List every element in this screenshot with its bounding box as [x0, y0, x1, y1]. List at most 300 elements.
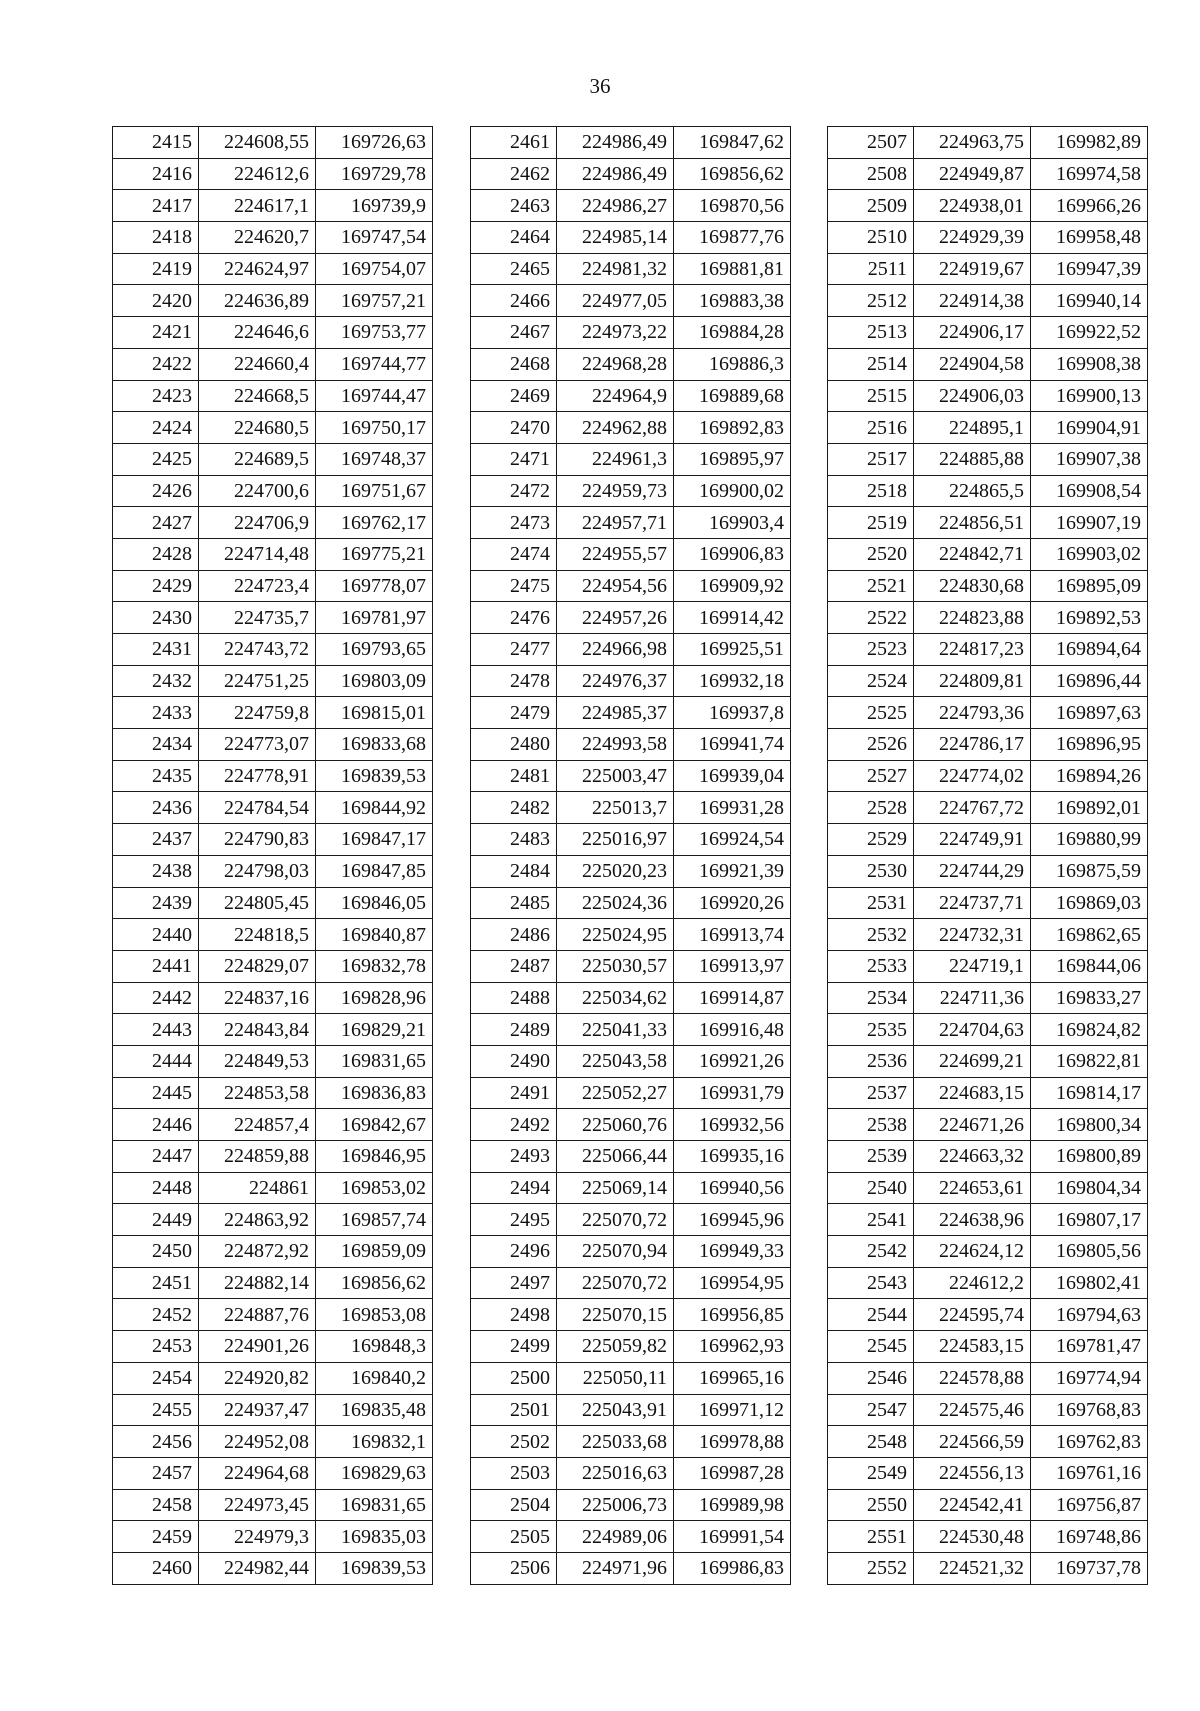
y-coordinate-cell: 169804,34	[1031, 1172, 1148, 1204]
y-coordinate-cell: 169751,67	[316, 475, 433, 507]
point-number-cell: 2466	[471, 285, 557, 317]
x-coordinate-cell: 225033,68	[557, 1426, 674, 1458]
y-coordinate-cell: 169904,91	[1031, 412, 1148, 444]
x-coordinate-cell: 224979,3	[199, 1521, 316, 1553]
point-number-cell: 2502	[471, 1426, 557, 1458]
y-coordinate-cell: 169889,68	[674, 380, 791, 412]
table-row	[471, 950, 791, 982]
x-coordinate-cell: 224973,45	[199, 1489, 316, 1521]
y-coordinate-cell: 169949,33	[674, 1236, 791, 1268]
point-number-cell: 2427	[113, 507, 199, 539]
x-coordinate-cell: 225034,62	[557, 982, 674, 1014]
point-number-cell: 2417	[113, 190, 199, 222]
table-row	[828, 538, 1148, 570]
x-coordinate-cell: 224872,92	[199, 1236, 316, 1268]
y-coordinate-cell: 169869,03	[1031, 887, 1148, 919]
point-number-cell: 2520	[828, 538, 914, 570]
x-coordinate-cell: 224842,71	[914, 538, 1031, 570]
x-coordinate-cell: 225070,94	[557, 1236, 674, 1268]
table-row	[471, 982, 791, 1014]
x-coordinate-cell: 224786,17	[914, 729, 1031, 761]
y-coordinate-cell: 169814,17	[1031, 1077, 1148, 1109]
point-number-cell: 2535	[828, 1014, 914, 1046]
y-coordinate-cell: 169895,09	[1031, 570, 1148, 602]
table-row	[471, 697, 791, 729]
table-row	[113, 634, 433, 666]
x-coordinate-cell: 224719,1	[914, 950, 1031, 982]
table-row	[471, 1077, 791, 1109]
y-coordinate-cell: 169920,26	[674, 887, 791, 919]
y-coordinate-cell: 169954,95	[674, 1267, 791, 1299]
y-coordinate-cell: 169828,96	[316, 982, 433, 1014]
table-row	[471, 1045, 791, 1077]
x-coordinate-cell: 224793,36	[914, 697, 1031, 729]
x-coordinate-cell: 224617,1	[199, 190, 316, 222]
x-coordinate-cell: 224837,16	[199, 982, 316, 1014]
x-coordinate-cell: 224671,26	[914, 1109, 1031, 1141]
point-number-cell: 2532	[828, 919, 914, 951]
table-row	[113, 285, 433, 317]
x-coordinate-cell: 224830,68	[914, 570, 1031, 602]
y-coordinate-cell: 169754,07	[316, 253, 433, 285]
y-coordinate-cell: 169932,18	[674, 665, 791, 697]
x-coordinate-cell: 224964,68	[199, 1457, 316, 1489]
table-row	[113, 1552, 433, 1584]
y-coordinate-cell: 169807,17	[1031, 1204, 1148, 1236]
table-row	[828, 158, 1148, 190]
table-row	[471, 190, 791, 222]
x-coordinate-cell: 225041,33	[557, 1014, 674, 1046]
point-number-cell: 2530	[828, 855, 914, 887]
x-coordinate-cell: 224986,49	[557, 127, 674, 159]
coordinates-table-2	[470, 126, 791, 1585]
y-coordinate-cell: 169894,64	[1031, 634, 1148, 666]
y-coordinate-cell: 169748,37	[316, 443, 433, 475]
point-number-cell: 2434	[113, 729, 199, 761]
table-row	[471, 1521, 791, 1553]
table-row	[471, 443, 791, 475]
x-coordinate-cell: 224920,82	[199, 1362, 316, 1394]
y-coordinate-cell: 169824,82	[1031, 1014, 1148, 1046]
y-coordinate-cell: 169892,83	[674, 412, 791, 444]
point-number-cell: 2528	[828, 792, 914, 824]
y-coordinate-cell: 169941,74	[674, 729, 791, 761]
table-row	[471, 634, 791, 666]
x-coordinate-cell: 224904,58	[914, 348, 1031, 380]
table-row	[113, 158, 433, 190]
point-number-cell: 2449	[113, 1204, 199, 1236]
point-number-cell: 2540	[828, 1172, 914, 1204]
point-number-cell: 2438	[113, 855, 199, 887]
point-number-cell: 2425	[113, 443, 199, 475]
x-coordinate-cell: 224743,72	[199, 634, 316, 666]
y-coordinate-cell: 169840,2	[316, 1362, 433, 1394]
x-coordinate-cell: 225070,15	[557, 1299, 674, 1331]
y-coordinate-cell: 169757,21	[316, 285, 433, 317]
x-coordinate-cell: 224711,36	[914, 982, 1031, 1014]
point-number-cell: 2445	[113, 1077, 199, 1109]
y-coordinate-cell: 169835,48	[316, 1394, 433, 1426]
table-row	[471, 285, 791, 317]
x-coordinate-cell: 224735,7	[199, 602, 316, 634]
point-number-cell: 2507	[828, 127, 914, 159]
y-coordinate-cell: 169774,94	[1031, 1362, 1148, 1394]
table-row	[828, 253, 1148, 285]
y-coordinate-cell: 169881,81	[674, 253, 791, 285]
x-coordinate-cell: 224798,03	[199, 855, 316, 887]
y-coordinate-cell: 169945,96	[674, 1204, 791, 1236]
table-row	[471, 887, 791, 919]
x-coordinate-cell: 224668,5	[199, 380, 316, 412]
y-coordinate-cell: 169778,07	[316, 570, 433, 602]
table-row	[471, 1236, 791, 1268]
y-coordinate-cell: 169847,17	[316, 824, 433, 856]
y-coordinate-cell: 169768,83	[1031, 1394, 1148, 1426]
x-coordinate-cell: 225069,14	[557, 1172, 674, 1204]
x-coordinate-cell: 224636,89	[199, 285, 316, 317]
y-coordinate-cell: 169971,12	[674, 1394, 791, 1426]
x-coordinate-cell: 224818,5	[199, 919, 316, 951]
table-row	[828, 1394, 1148, 1426]
point-number-cell: 2523	[828, 634, 914, 666]
x-coordinate-cell: 224809,81	[914, 665, 1031, 697]
table-row	[113, 982, 433, 1014]
table-row	[113, 190, 433, 222]
x-coordinate-cell: 224954,56	[557, 570, 674, 602]
x-coordinate-cell: 224714,48	[199, 538, 316, 570]
table-row	[113, 1426, 433, 1458]
point-number-cell: 2451	[113, 1267, 199, 1299]
table-row	[113, 253, 433, 285]
point-number-cell: 2504	[471, 1489, 557, 1521]
table-row	[471, 1394, 791, 1426]
point-number-cell: 2442	[113, 982, 199, 1014]
point-number-cell: 2508	[828, 158, 914, 190]
y-coordinate-cell: 169829,63	[316, 1457, 433, 1489]
table-row	[113, 538, 433, 570]
table-row	[113, 729, 433, 761]
point-number-cell: 2440	[113, 919, 199, 951]
y-coordinate-cell: 169909,92	[674, 570, 791, 602]
point-number-cell: 2473	[471, 507, 557, 539]
table-row	[113, 348, 433, 380]
y-coordinate-cell: 169921,39	[674, 855, 791, 887]
x-coordinate-cell: 224961,3	[557, 443, 674, 475]
y-coordinate-cell: 169794,63	[1031, 1299, 1148, 1331]
table-row	[113, 1172, 433, 1204]
coordinates-table-1	[112, 126, 433, 1585]
table-row	[828, 665, 1148, 697]
x-coordinate-cell: 224985,14	[557, 222, 674, 254]
x-coordinate-cell: 224773,07	[199, 729, 316, 761]
point-number-cell: 2544	[828, 1299, 914, 1331]
point-number-cell: 2551	[828, 1521, 914, 1553]
point-number-cell: 2536	[828, 1045, 914, 1077]
y-coordinate-cell: 169862,65	[1031, 919, 1148, 951]
table-row	[471, 1362, 791, 1394]
point-number-cell: 2531	[828, 887, 914, 919]
x-coordinate-cell: 224612,2	[914, 1267, 1031, 1299]
table-row	[828, 1172, 1148, 1204]
y-coordinate-cell: 169835,03	[316, 1521, 433, 1553]
y-coordinate-cell: 169974,58	[1031, 158, 1148, 190]
table-row	[471, 475, 791, 507]
table-row	[471, 1457, 791, 1489]
x-coordinate-cell: 224663,32	[914, 1141, 1031, 1173]
y-coordinate-cell: 169931,79	[674, 1077, 791, 1109]
y-coordinate-cell: 169875,59	[1031, 855, 1148, 887]
y-coordinate-cell: 169802,41	[1031, 1267, 1148, 1299]
table-row	[113, 507, 433, 539]
point-number-cell: 2512	[828, 285, 914, 317]
table-row	[828, 1267, 1148, 1299]
x-coordinate-cell: 224660,4	[199, 348, 316, 380]
point-number-cell: 2446	[113, 1109, 199, 1141]
y-coordinate-cell: 169966,26	[1031, 190, 1148, 222]
x-coordinate-cell: 224542,41	[914, 1489, 1031, 1521]
x-coordinate-cell: 224680,5	[199, 412, 316, 444]
table-row	[828, 824, 1148, 856]
y-coordinate-cell: 169856,62	[316, 1267, 433, 1299]
point-number-cell: 2487	[471, 950, 557, 982]
x-coordinate-cell: 225060,76	[557, 1109, 674, 1141]
point-number-cell: 2448	[113, 1172, 199, 1204]
y-coordinate-cell: 169935,16	[674, 1141, 791, 1173]
point-number-cell: 2534	[828, 982, 914, 1014]
y-coordinate-cell: 169907,38	[1031, 443, 1148, 475]
point-number-cell: 2481	[471, 760, 557, 792]
table-row	[113, 824, 433, 856]
y-coordinate-cell: 169982,89	[1031, 127, 1148, 159]
table-row	[828, 380, 1148, 412]
x-coordinate-cell: 224906,17	[914, 317, 1031, 349]
point-number-cell: 2457	[113, 1457, 199, 1489]
x-coordinate-cell: 224583,15	[914, 1331, 1031, 1363]
point-number-cell: 2415	[113, 127, 199, 159]
y-coordinate-cell: 169962,93	[674, 1331, 791, 1363]
x-coordinate-cell: 224723,4	[199, 570, 316, 602]
table-row	[471, 380, 791, 412]
point-number-cell: 2526	[828, 729, 914, 761]
point-number-cell: 2437	[113, 824, 199, 856]
point-number-cell: 2476	[471, 602, 557, 634]
y-coordinate-cell: 169836,83	[316, 1077, 433, 1109]
x-coordinate-cell: 224957,71	[557, 507, 674, 539]
point-number-cell: 2477	[471, 634, 557, 666]
y-coordinate-cell: 169775,21	[316, 538, 433, 570]
table-row	[113, 1299, 433, 1331]
y-coordinate-cell: 169908,38	[1031, 348, 1148, 380]
x-coordinate-cell: 224578,88	[914, 1362, 1031, 1394]
table-row	[471, 1267, 791, 1299]
x-coordinate-cell: 224895,1	[914, 412, 1031, 444]
x-coordinate-cell: 225059,82	[557, 1331, 674, 1363]
point-number-cell: 2474	[471, 538, 557, 570]
table-row	[113, 919, 433, 951]
y-coordinate-cell: 169815,01	[316, 697, 433, 729]
point-number-cell: 2484	[471, 855, 557, 887]
y-coordinate-cell: 169870,56	[674, 190, 791, 222]
point-number-cell: 2423	[113, 380, 199, 412]
x-coordinate-cell: 224853,58	[199, 1077, 316, 1109]
table-row	[828, 570, 1148, 602]
point-number-cell: 2421	[113, 317, 199, 349]
table-row	[828, 887, 1148, 919]
table-row	[828, 1204, 1148, 1236]
y-coordinate-cell: 169991,54	[674, 1521, 791, 1553]
point-number-cell: 2432	[113, 665, 199, 697]
y-coordinate-cell: 169886,3	[674, 348, 791, 380]
table-row	[471, 792, 791, 824]
y-coordinate-cell: 169853,02	[316, 1172, 433, 1204]
y-coordinate-cell: 169900,02	[674, 475, 791, 507]
x-coordinate-cell: 224973,22	[557, 317, 674, 349]
y-coordinate-cell: 169831,65	[316, 1489, 433, 1521]
table-row	[113, 1141, 433, 1173]
y-coordinate-cell: 169744,47	[316, 380, 433, 412]
table-row	[471, 1552, 791, 1584]
table-row	[828, 919, 1148, 951]
table-row	[828, 1362, 1148, 1394]
point-number-cell: 2513	[828, 317, 914, 349]
y-coordinate-cell: 169922,52	[1031, 317, 1148, 349]
point-number-cell: 2486	[471, 919, 557, 951]
point-number-cell: 2475	[471, 570, 557, 602]
y-coordinate-cell: 169896,95	[1031, 729, 1148, 761]
y-coordinate-cell: 169744,77	[316, 348, 433, 380]
point-number-cell: 2465	[471, 253, 557, 285]
point-number-cell: 2546	[828, 1362, 914, 1394]
x-coordinate-cell: 225016,97	[557, 824, 674, 856]
table-row	[471, 855, 791, 887]
y-coordinate-cell: 169940,56	[674, 1172, 791, 1204]
x-coordinate-cell: 225024,95	[557, 919, 674, 951]
point-number-cell: 2516	[828, 412, 914, 444]
point-number-cell: 2533	[828, 950, 914, 982]
table-row	[471, 253, 791, 285]
point-number-cell: 2461	[471, 127, 557, 159]
point-number-cell: 2525	[828, 697, 914, 729]
y-coordinate-cell: 169805,56	[1031, 1236, 1148, 1268]
x-coordinate-cell: 224530,48	[914, 1521, 1031, 1553]
y-coordinate-cell: 169896,44	[1031, 665, 1148, 697]
table-row	[828, 317, 1148, 349]
table-row	[113, 1077, 433, 1109]
point-number-cell: 2490	[471, 1045, 557, 1077]
y-coordinate-cell: 169884,28	[674, 317, 791, 349]
page-number: 36	[589, 74, 611, 98]
table-row	[113, 792, 433, 824]
y-coordinate-cell: 169726,63	[316, 127, 433, 159]
x-coordinate-cell: 224784,54	[199, 792, 316, 824]
table-row	[113, 1521, 433, 1553]
x-coordinate-cell: 224620,7	[199, 222, 316, 254]
x-coordinate-cell: 225043,91	[557, 1394, 674, 1426]
table-row	[471, 317, 791, 349]
y-coordinate-cell: 169906,83	[674, 538, 791, 570]
table-row	[828, 982, 1148, 1014]
point-number-cell: 2500	[471, 1362, 557, 1394]
y-coordinate-cell: 169900,13	[1031, 380, 1148, 412]
x-coordinate-cell: 225050,11	[557, 1362, 674, 1394]
x-coordinate-cell: 224914,38	[914, 285, 1031, 317]
table-row	[113, 665, 433, 697]
x-coordinate-cell: 224929,39	[914, 222, 1031, 254]
y-coordinate-cell: 169800,34	[1031, 1109, 1148, 1141]
x-coordinate-cell: 224856,51	[914, 507, 1031, 539]
table-row	[828, 222, 1148, 254]
table-row	[471, 1299, 791, 1331]
x-coordinate-cell: 224751,25	[199, 665, 316, 697]
point-number-cell: 2509	[828, 190, 914, 222]
table-row	[113, 570, 433, 602]
y-coordinate-cell: 169877,76	[674, 222, 791, 254]
y-coordinate-cell: 169958,48	[1031, 222, 1148, 254]
point-number-cell: 2441	[113, 950, 199, 982]
x-coordinate-cell: 224767,72	[914, 792, 1031, 824]
point-number-cell: 2529	[828, 824, 914, 856]
x-coordinate-cell: 224861	[199, 1172, 316, 1204]
table-row	[471, 729, 791, 761]
x-coordinate-cell: 224704,63	[914, 1014, 1031, 1046]
y-coordinate-cell: 169822,81	[1031, 1045, 1148, 1077]
x-coordinate-cell: 224952,08	[199, 1426, 316, 1458]
y-coordinate-cell: 169846,05	[316, 887, 433, 919]
y-coordinate-cell: 169892,53	[1031, 602, 1148, 634]
point-number-cell: 2511	[828, 253, 914, 285]
point-number-cell: 2552	[828, 1552, 914, 1584]
table-row	[471, 1141, 791, 1173]
table-row	[828, 760, 1148, 792]
y-coordinate-cell: 169914,42	[674, 602, 791, 634]
x-coordinate-cell: 224778,91	[199, 760, 316, 792]
point-number-cell: 2426	[113, 475, 199, 507]
point-number-cell: 2489	[471, 1014, 557, 1046]
x-coordinate-cell: 225024,36	[557, 887, 674, 919]
y-coordinate-cell: 169833,68	[316, 729, 433, 761]
point-number-cell: 2429	[113, 570, 199, 602]
table-row	[471, 1204, 791, 1236]
point-number-cell: 2547	[828, 1394, 914, 1426]
table-row	[471, 760, 791, 792]
y-coordinate-cell: 169844,06	[1031, 950, 1148, 982]
table-row	[471, 570, 791, 602]
table-row	[113, 1045, 433, 1077]
point-number-cell: 2443	[113, 1014, 199, 1046]
point-number-cell: 2431	[113, 634, 199, 666]
y-coordinate-cell: 169848,3	[316, 1331, 433, 1363]
point-number-cell: 2538	[828, 1109, 914, 1141]
point-number-cell: 2463	[471, 190, 557, 222]
y-coordinate-cell: 169956,85	[674, 1299, 791, 1331]
table-row	[113, 317, 433, 349]
table-row	[828, 285, 1148, 317]
point-number-cell: 2497	[471, 1267, 557, 1299]
point-number-cell: 2472	[471, 475, 557, 507]
x-coordinate-cell: 224859,88	[199, 1141, 316, 1173]
point-number-cell: 2510	[828, 222, 914, 254]
point-number-cell: 2543	[828, 1267, 914, 1299]
point-number-cell: 2460	[113, 1552, 199, 1584]
y-coordinate-cell: 169737,78	[1031, 1552, 1148, 1584]
point-number-cell: 2545	[828, 1331, 914, 1363]
x-coordinate-cell: 224566,59	[914, 1426, 1031, 1458]
x-coordinate-cell: 224817,23	[914, 634, 1031, 666]
point-number-cell: 2458	[113, 1489, 199, 1521]
y-coordinate-cell: 169831,65	[316, 1045, 433, 1077]
y-coordinate-cell: 169986,83	[674, 1552, 791, 1584]
x-coordinate-cell: 224885,88	[914, 443, 1031, 475]
